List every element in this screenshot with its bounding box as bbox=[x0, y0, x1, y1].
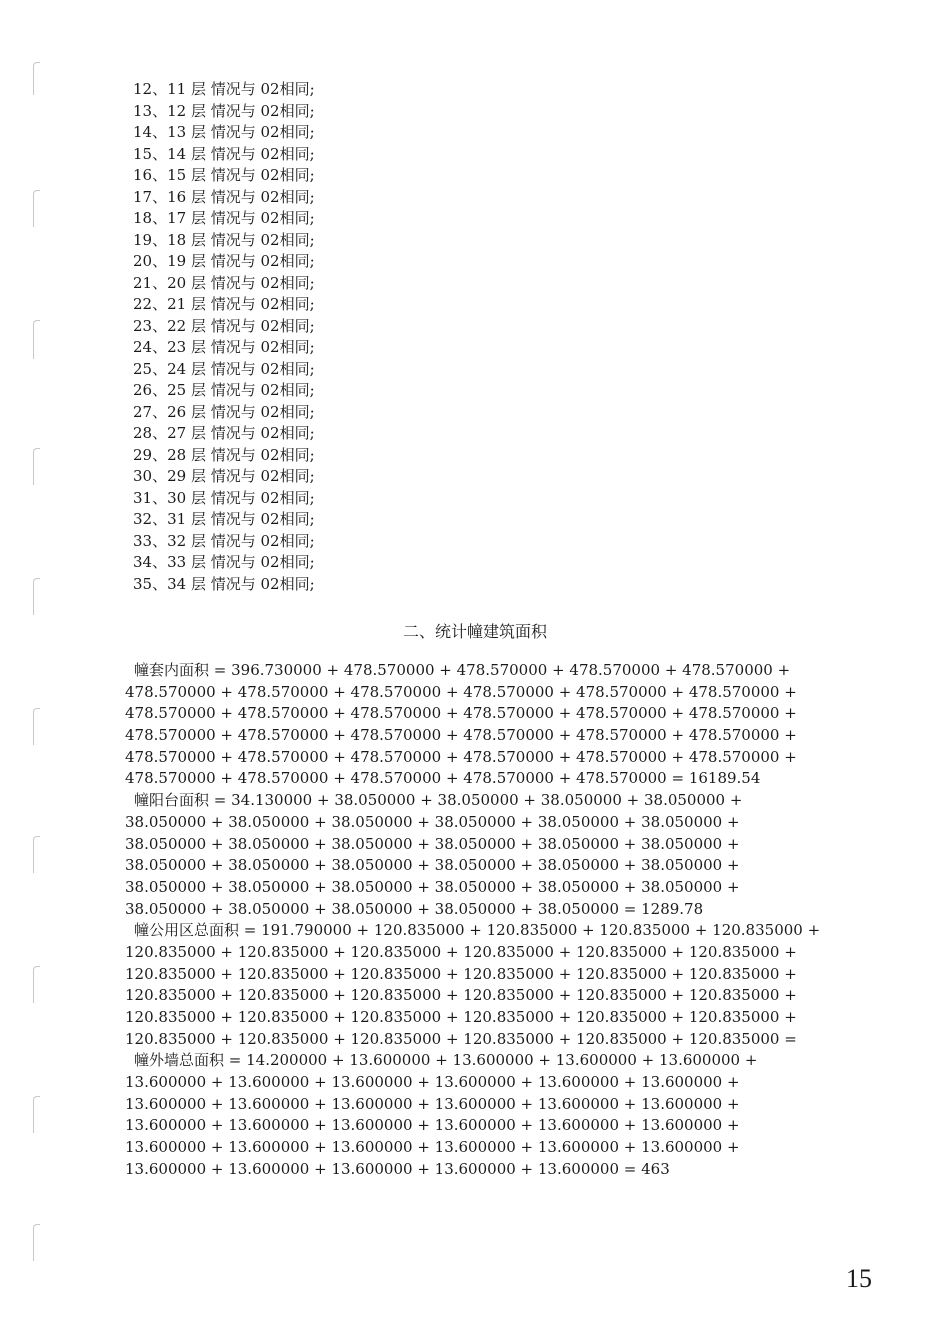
floor-line: 23、22 层 情况与 02相同; bbox=[133, 316, 315, 335]
floor-line: 26、25 层 情况与 02相同; bbox=[133, 381, 315, 399]
calc-line: 38.050000 + 38.050000 + 38.050000 + 38.050000 + 38.050000 + 38.050000 + bbox=[125, 834, 740, 853]
binding-mark bbox=[33, 320, 40, 359]
floor-line: 14、13 层 情况与 02相同; bbox=[133, 123, 315, 141]
calc-line: 478.570000 + 478.570000 + 478.570000 + 478.570000 + 478.570000 + 478.570000 + bbox=[125, 747, 797, 766]
exterior-wall-area-calc bbox=[125, 1050, 825, 1180]
floor-line: 27、26 层 情况与 02相同; bbox=[133, 402, 315, 421]
calc-line: 13.600000 + 13.600000 + 13.600000 + 13.600000 + 13.600000 + 13.600000 + bbox=[125, 1094, 740, 1113]
floor-line: 25、24 层 情况与 02相同; bbox=[133, 359, 315, 378]
binding-mark bbox=[33, 190, 40, 227]
floor-line: 28、27 层 情况与 02相同; bbox=[133, 424, 315, 442]
floor-line: 32、31 层 情况与 02相同; bbox=[133, 510, 315, 528]
calc-line: 38.050000 + 38.050000 + 38.050000 + 38.050000 + 38.050000 + 38.050000 + bbox=[125, 812, 740, 831]
calc-line: 120.835000 + 120.835000 + 120.835000 + 120.835000 + 120.835000 + 120.835000 + bbox=[125, 942, 797, 961]
binding-mark bbox=[33, 966, 40, 1003]
calc-line: 幢阳台面积 = 34.130000 + 38.050000 + 38.050000 + 38.050000 + 38.050000 + bbox=[134, 791, 743, 810]
binding-mark bbox=[33, 708, 40, 745]
floor-line: 20、19 层 情况与 02相同; bbox=[133, 252, 315, 270]
calc-line: 13.600000 + 13.600000 + 13.600000 + 13.600000 + 13.600000 = 463 bbox=[125, 1159, 670, 1178]
calc-line: 13.600000 + 13.600000 + 13.600000 + 13.600000 + 13.600000 + 13.600000 + bbox=[125, 1116, 740, 1135]
calc-line: 13.600000 + 13.600000 + 13.600000 + 13.600000 + 13.600000 + 13.600000 + bbox=[125, 1138, 740, 1157]
calc-line: 478.570000 + 478.570000 + 478.570000 + 478.570000 + 478.570000 + 478.570000 + bbox=[125, 682, 797, 701]
binding-mark bbox=[33, 1224, 40, 1261]
calc-line: 幢外墙总面积 = 14.200000 + 13.600000 + 13.600000 + 13.600000 + 13.600000 + bbox=[134, 1051, 758, 1070]
floor-line: 15、14 层 情况与 02相同; bbox=[133, 144, 315, 163]
binding-mark bbox=[33, 836, 40, 873]
calc-line: 120.835000 + 120.835000 + 120.835000 + 120.835000 + 120.835000 + 120.835000 + bbox=[125, 986, 797, 1005]
floor-line: 24、23 层 情况与 02相同; bbox=[133, 338, 315, 356]
binding-mark bbox=[33, 62, 40, 95]
floor-line: 35、34 层 情况与 02相同; bbox=[133, 574, 315, 593]
floor-line: 33、32 层 情况与 02相同; bbox=[133, 531, 315, 550]
floor-line: 29、28 层 情况与 02相同; bbox=[133, 445, 315, 464]
calc-line: 幢公用区总面积 = 191.790000 + 120.835000 + 120.835000 + 120.835000 + 120.835000 + bbox=[134, 921, 821, 940]
floor-line: 22、21 层 情况与 02相同; bbox=[133, 295, 315, 313]
page-number: 15 bbox=[846, 1264, 872, 1293]
balcony-area-calc bbox=[125, 790, 825, 920]
calc-line: 120.835000 + 120.835000 + 120.835000 + 120.835000 + 120.835000 + 120.835000 = bbox=[125, 1029, 797, 1048]
section-title: 二、统计幢建筑面积 bbox=[402, 622, 547, 641]
binding-mark bbox=[33, 1096, 40, 1133]
binding-mark bbox=[33, 448, 40, 485]
calc-line: 478.570000 + 478.570000 + 478.570000 + 478.570000 + 478.570000 = 16189.54 bbox=[125, 769, 761, 788]
calc-line: 13.600000 + 13.600000 + 13.600000 + 13.600000 + 13.600000 + 13.600000 + bbox=[125, 1073, 740, 1092]
floor-line: 30、29 层 情况与 02相同; bbox=[133, 467, 315, 485]
floor-line: 31、30 层 情况与 02相同; bbox=[133, 488, 315, 507]
floor-line: 34、33 层 情况与 02相同; bbox=[133, 553, 315, 571]
floor-line: 17、16 层 情况与 02相同; bbox=[133, 187, 315, 206]
floor-line: 12、11 层 情况与 02相同; bbox=[133, 80, 315, 98]
calc-line: 120.835000 + 120.835000 + 120.835000 + 120.835000 + 120.835000 + 120.835000 + bbox=[125, 1008, 797, 1026]
calc-line: 38.050000 + 38.050000 + 38.050000 + 38.050000 + 38.050000 = 1289.78 bbox=[125, 899, 704, 918]
calc-line: 120.835000 + 120.835000 + 120.835000 + 120.835000 + 120.835000 + 120.835000 + bbox=[125, 964, 797, 983]
floor-line: 16、15 层 情况与 02相同; bbox=[133, 166, 315, 184]
calc-line: 38.050000 + 38.050000 + 38.050000 + 38.050000 + 38.050000 + 38.050000 + bbox=[125, 856, 740, 875]
public-area-calc bbox=[125, 920, 825, 1050]
calc-line: 幢套内面积 = 396.730000 + 478.570000 + 478.570000 + 478.570000 + 478.570000 + bbox=[134, 661, 791, 679]
floor-line: 18、17 层 情况与 02相同; bbox=[133, 209, 315, 227]
floor-line: 21、20 层 情况与 02相同; bbox=[133, 273, 315, 292]
calc-line: 38.050000 + 38.050000 + 38.050000 + 38.050000 + 38.050000 + 38.050000 + bbox=[125, 877, 740, 896]
area-calculations bbox=[125, 660, 825, 1181]
binding-mark bbox=[33, 578, 40, 615]
unit-interior-area-calc bbox=[125, 660, 825, 790]
floor-line: 13、12 层 情况与 02相同; bbox=[133, 101, 315, 120]
calc-line: 478.570000 + 478.570000 + 478.570000 + 478.570000 + 478.570000 + 478.570000 + bbox=[125, 704, 797, 723]
floor-list bbox=[133, 79, 315, 595]
calc-line: 478.570000 + 478.570000 + 478.570000 + 478.570000 + 478.570000 + 478.570000 + bbox=[125, 726, 797, 745]
floor-line: 19、18 层 情况与 02相同; bbox=[133, 230, 315, 249]
